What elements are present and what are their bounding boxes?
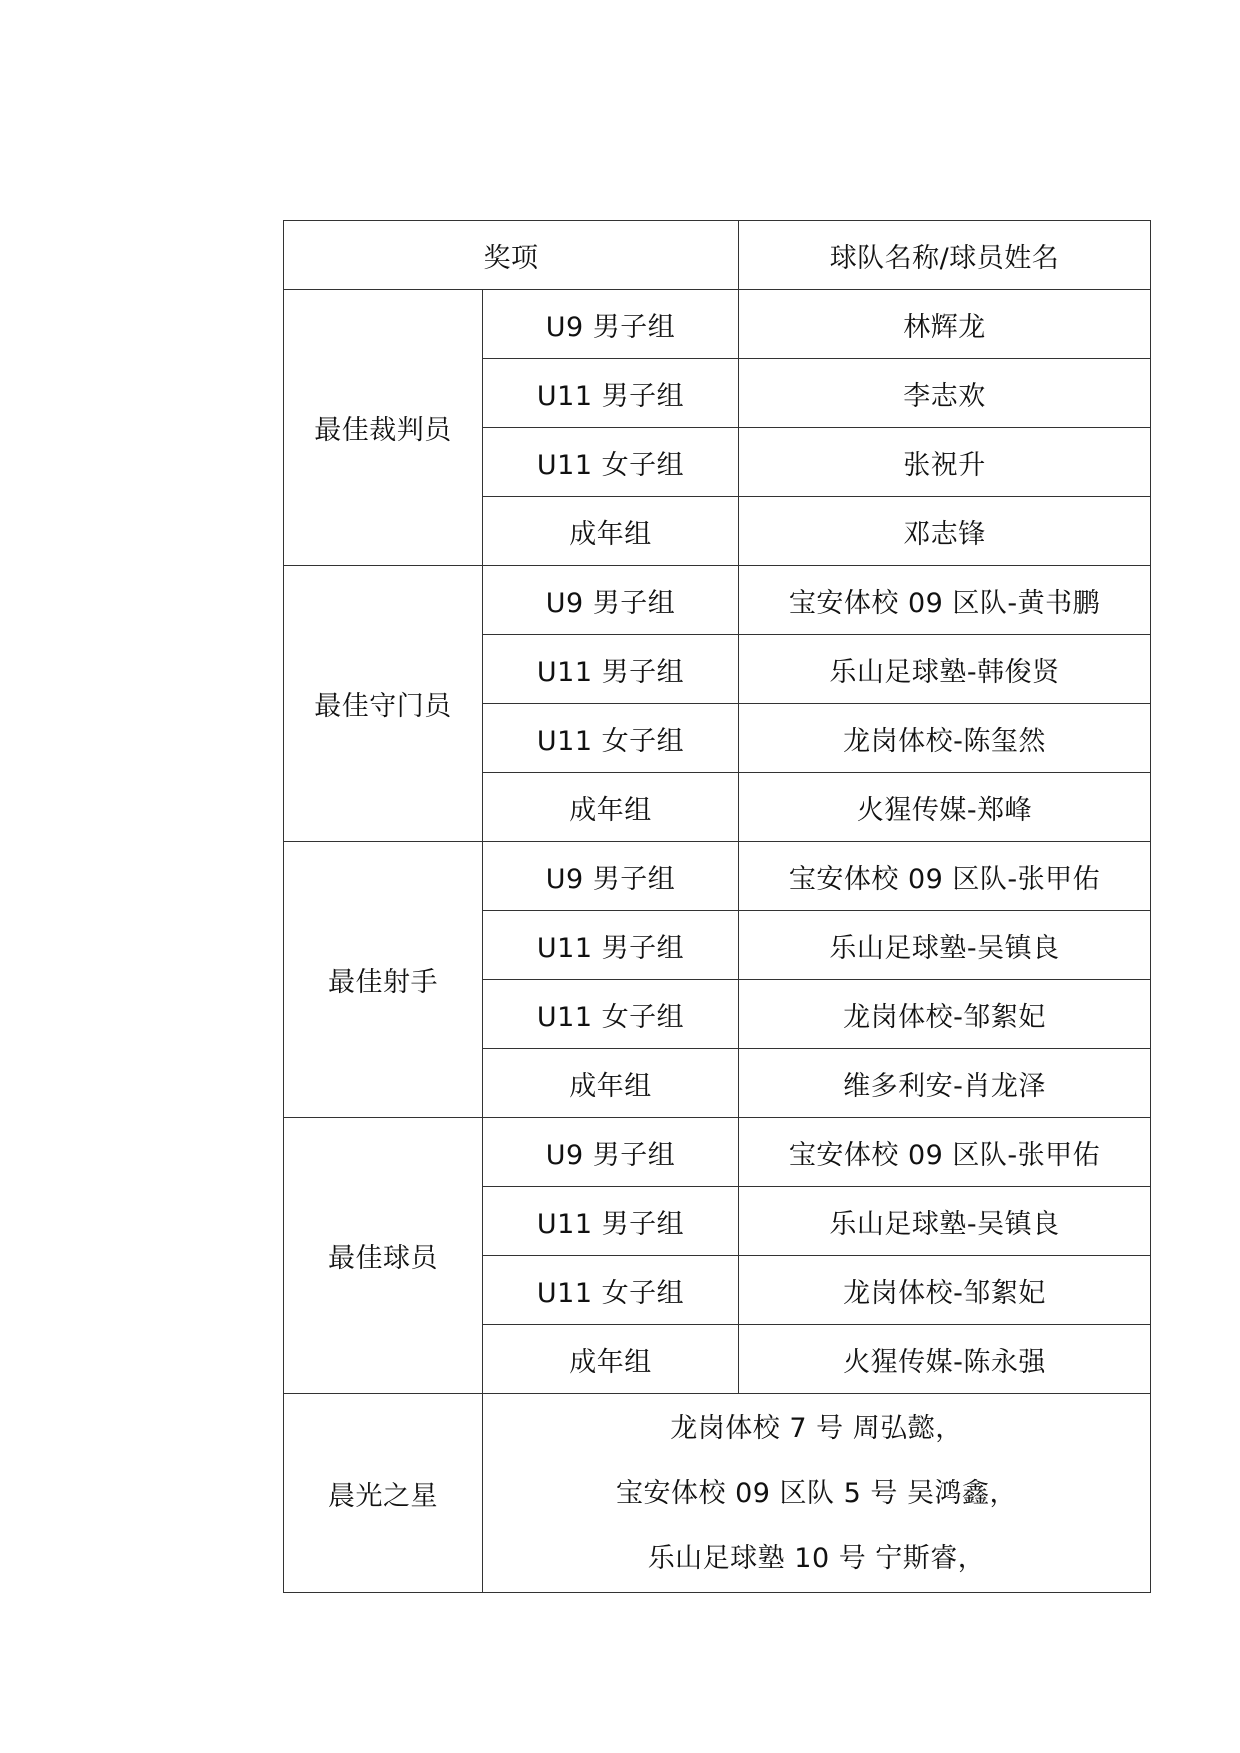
group-cell: U11 男子组 xyxy=(483,635,739,704)
winner-cell: 张祝升 xyxy=(739,428,1151,497)
header-name: 球队名称/球员姓名 xyxy=(739,221,1151,290)
header-award: 奖项 xyxy=(284,221,739,290)
winner-cell: 宝安体校 09 区队-张甲佑 xyxy=(739,1118,1151,1187)
group-cell: 成年组 xyxy=(483,1325,739,1394)
group-cell: U11 男子组 xyxy=(483,1187,739,1256)
table-header-row xyxy=(284,221,1151,290)
award-name: 最佳球员 xyxy=(284,1118,483,1394)
winner-cell: 乐山足球塾-吴镇良 xyxy=(739,1187,1151,1256)
winner-cell: 乐山足球塾-韩俊贤 xyxy=(739,635,1151,704)
star-name-line: 乐山足球塾 10 号 宁斯睿， xyxy=(647,1542,986,1574)
winner-cell: 邓志锋 xyxy=(739,497,1151,566)
star-name-line: 宝安体校 09 区队 5 号 吴鸿鑫， xyxy=(616,1477,1017,1509)
awards-table xyxy=(283,220,1151,1593)
group-cell: 成年组 xyxy=(483,1049,739,1118)
group-cell: U9 男子组 xyxy=(483,290,739,359)
group-cell: 成年组 xyxy=(483,773,739,842)
group-cell: U9 男子组 xyxy=(483,566,739,635)
table-row xyxy=(284,290,1151,359)
winner-cell: 宝安体校 09 区队-张甲佑 xyxy=(739,842,1151,911)
group-cell: U11 男子组 xyxy=(483,911,739,980)
table-row xyxy=(284,1118,1151,1187)
stars-names-cell xyxy=(483,1394,1151,1593)
winner-cell: 龙岗体校-邹絮妃 xyxy=(739,1256,1151,1325)
group-cell: U9 男子组 xyxy=(483,842,739,911)
table-row xyxy=(284,566,1151,635)
winner-cell: 龙岗体校-陈玺然 xyxy=(739,704,1151,773)
group-cell: U11 女子组 xyxy=(483,980,739,1049)
star-name-line: 龙岗体校 7 号 周弘懿， xyxy=(670,1412,963,1444)
group-cell: U11 女子组 xyxy=(483,428,739,497)
group-cell: U9 男子组 xyxy=(483,1118,739,1187)
award-name: 最佳裁判员 xyxy=(284,290,483,566)
winner-cell: 林辉龙 xyxy=(739,290,1151,359)
group-cell: U11 女子组 xyxy=(483,704,739,773)
stars-row xyxy=(284,1394,1151,1593)
award-name: 最佳射手 xyxy=(284,842,483,1118)
group-cell: 成年组 xyxy=(483,497,739,566)
winner-cell: 维多利安-肖龙泽 xyxy=(739,1049,1151,1118)
award-name: 晨光之星 xyxy=(284,1394,483,1593)
winner-cell: 龙岗体校-邹絮妃 xyxy=(739,980,1151,1049)
winner-cell: 火猩传媒-陈永强 xyxy=(739,1325,1151,1394)
winner-cell: 宝安体校 09 区队-黄书鹏 xyxy=(739,566,1151,635)
winner-cell: 李志欢 xyxy=(739,359,1151,428)
winner-cell: 火猩传媒-郑峰 xyxy=(739,773,1151,842)
group-cell: U11 女子组 xyxy=(483,1256,739,1325)
group-cell: U11 男子组 xyxy=(483,359,739,428)
award-name: 最佳守门员 xyxy=(284,566,483,842)
table-row xyxy=(284,842,1151,911)
winner-cell: 乐山足球塾-吴镇良 xyxy=(739,911,1151,980)
